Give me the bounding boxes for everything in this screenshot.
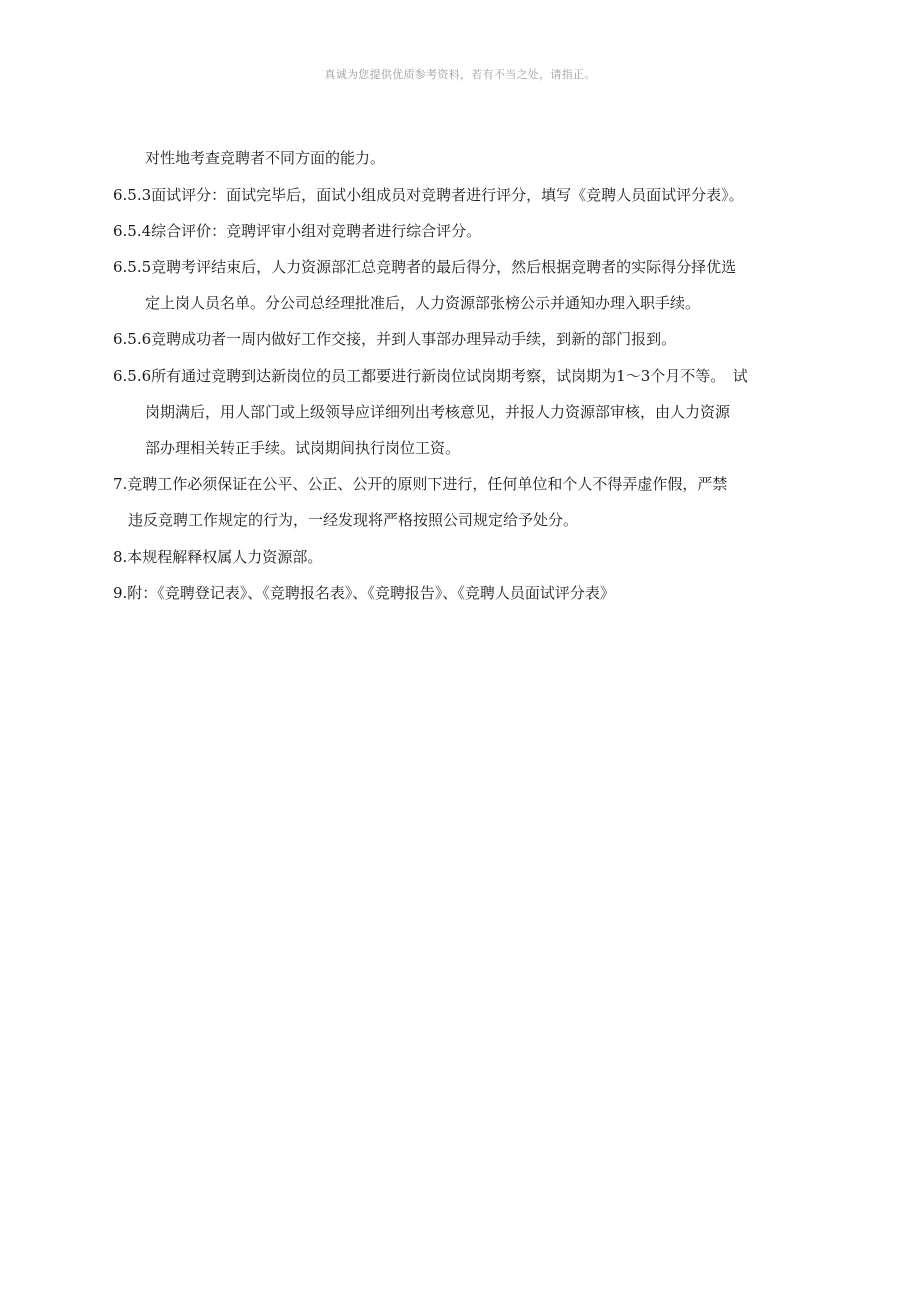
text-line: 6.5.3面试评分：面试完毕后，面试小组成员对竞聘者进行评分，填写《竞聘人员面试评分表》。 <box>113 186 744 204</box>
text-line: 6.5.6所有通过竞聘到达新岗位的员工都要进行新岗位试岗期考察，试岗期为1～3个月不等。 试 <box>113 367 748 385</box>
text-line: 6.5.5竞聘考评结束后，人力资源部汇总竞聘者的最后得分，然后根据竞聘者的实际得分择优选 <box>113 258 737 276</box>
text-line: 定上岗人员名单。分公司总经理批准后，人力资源部张榜公示并通知办理入职手续。 <box>145 294 701 312</box>
text-line: 部办理相关转正手续。试岗期间执行岗位工资。 <box>145 439 461 457</box>
text-line: 对性地考查竞聘者不同方面的能力。 <box>145 149 386 167</box>
text-line: 违反竞聘工作规定的行为，一经发现将严格按照公司规定给予处分。 <box>128 511 579 529</box>
page-header: 真诚为您提供优质参考资料，若有不当之处，请指正。 <box>324 68 596 81</box>
text-line: 6.5.6竞聘成功者一周内做好工作交接，并到人事部办理异动手续，到新的部门报到。 <box>113 330 677 348</box>
text-line: 8.本规程解释权属人力资源部。 <box>113 548 323 566</box>
text-line: 6.5.4综合评价：竞聘评审小组对竞聘者进行综合评分。 <box>113 222 482 240</box>
text-line: 岗期满后，用人部门或上级领导应详细列出考核意见，并报人力资源部审核，由人力资源 <box>145 403 731 421</box>
text-line: 7.竞聘工作必须保证在公平、公正、公开的原则下进行，任何单位和个人不得弄虚作假，严禁 <box>113 475 728 493</box>
text-line: 9.附：《竞聘登记表》、《竞聘报名表》、《竞聘报告》、《竞聘人员面试评分表》 <box>113 584 615 602</box>
